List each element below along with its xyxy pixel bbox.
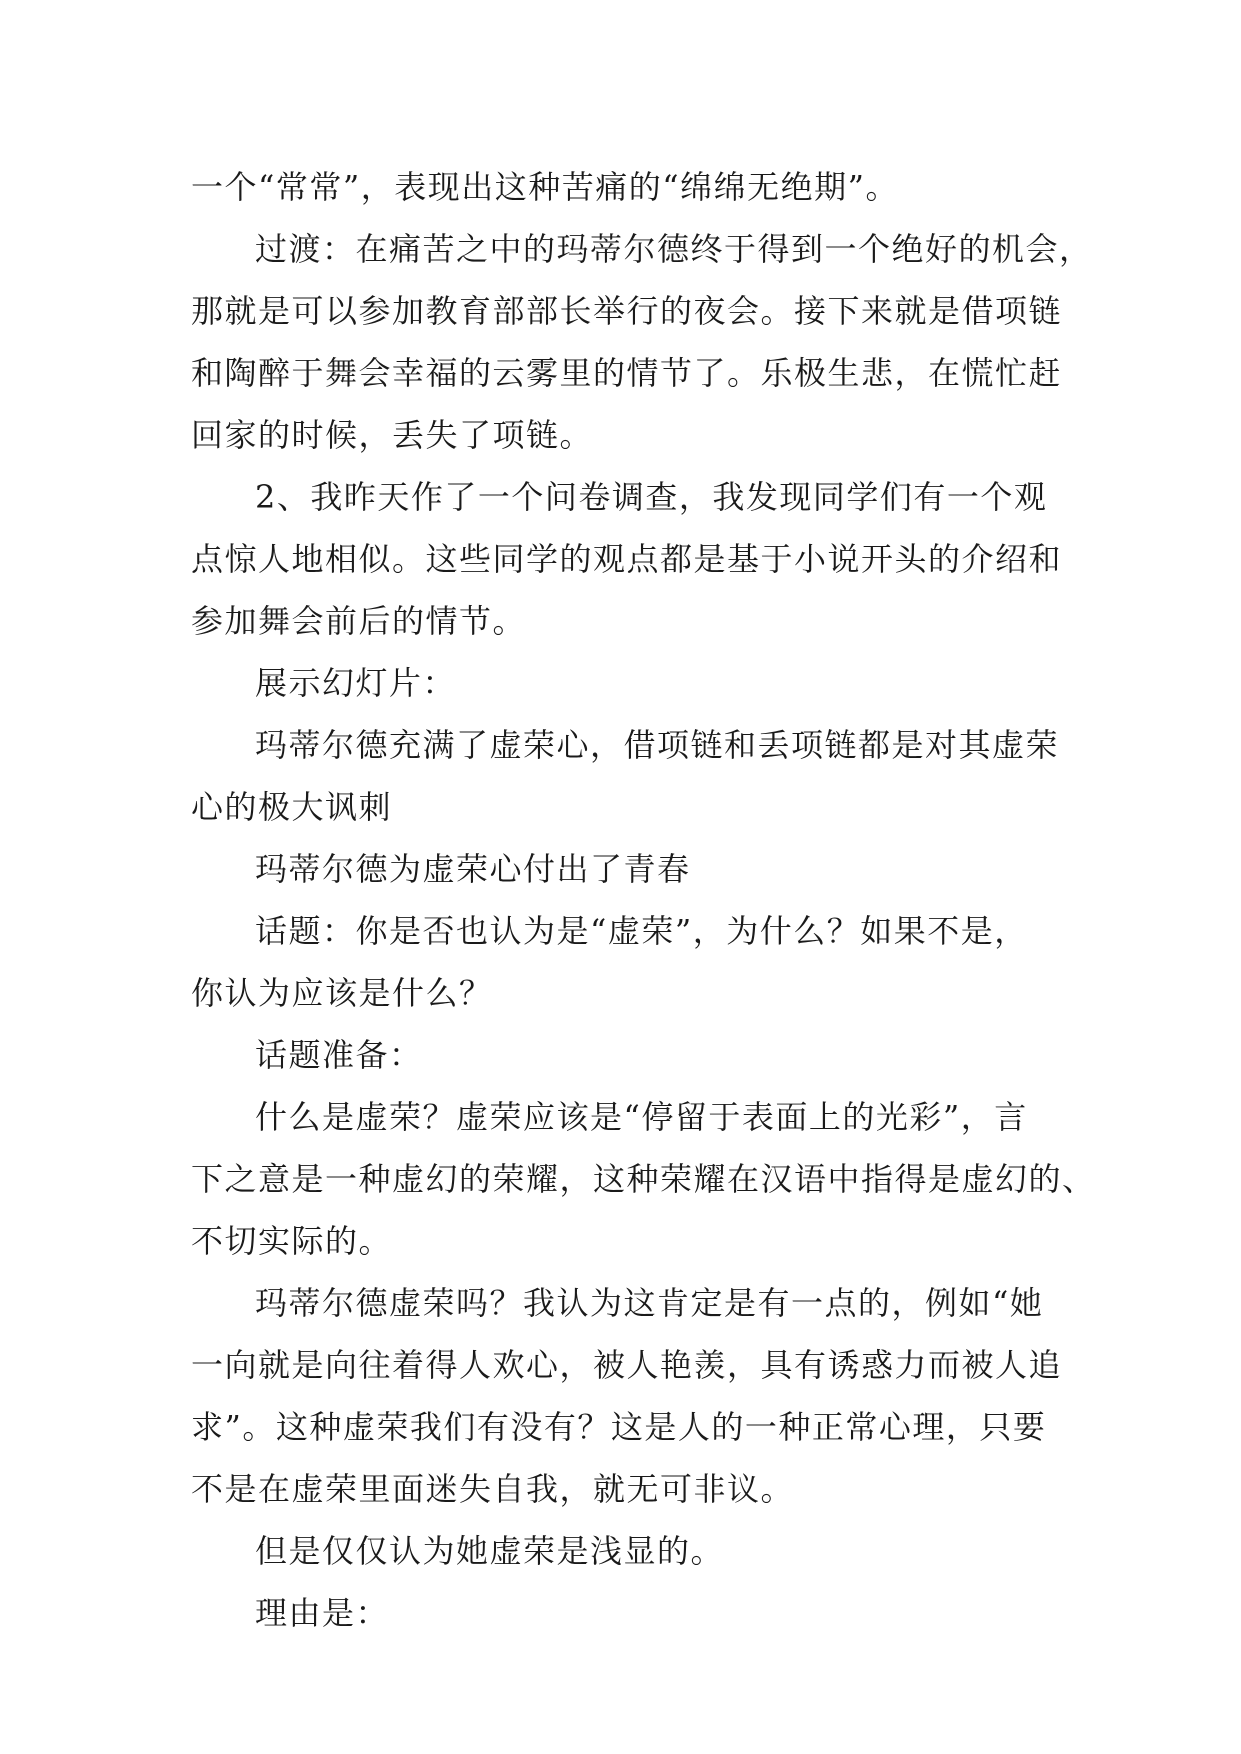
text-line: 玛蒂尔德虚荣吗？我认为这肯定是有一点的，例如“她	[255, 1284, 1044, 1322]
text-line: 一向就是向往着得人欢心，被人艳羡，具有诱惑力而被人追	[191, 1346, 1063, 1384]
text-line: 话题：你是否也认为是“虚荣”，为什么？如果不是，	[255, 912, 1028, 950]
text-line: 玛蒂尔德充满了虚荣心，借项链和丢项链都是对其虚荣	[255, 726, 1060, 764]
text-line: 展示幻灯片：	[255, 664, 457, 702]
text-line: 一个“常常”，表现出这种苦痛的“绵绵无绝期”。	[191, 168, 899, 206]
text-line: 过渡：在痛苦之中的玛蒂尔德终于得到一个绝好的机会，	[255, 230, 1093, 268]
text-line: 但是仅仅认为她虚荣是浅显的。	[255, 1532, 725, 1570]
text-line: 那就是可以参加教育部部长举行的夜会。接下来就是借项链	[191, 292, 1063, 330]
text-line: 不是在虚荣里面迷失自我，就无可非议。	[191, 1470, 795, 1508]
text-line: 点惊人地相似。这些同学的观点都是基于小说开头的介绍和	[191, 540, 1063, 578]
text-line: 下之意是一种虚幻的荣耀，这种荣耀在汉语中指得是虚幻的、	[191, 1160, 1096, 1198]
text-line: 心的极大讽刺	[191, 788, 393, 826]
text-line: 2、我昨天作了一个问卷调查，我发现同学们有一个观	[255, 478, 1048, 516]
text-line: 什么是虚荣？虚荣应该是“停留于表面上的光彩”，言	[255, 1098, 1028, 1136]
text-line: 和陶醉于舞会幸福的云雾里的情节了。乐极生悲，在慌忙赶	[191, 354, 1063, 392]
text-line: 理由是：	[255, 1594, 390, 1632]
text-line: 玛蒂尔德为虚荣心付出了青春	[255, 850, 691, 888]
text-line: 你认为应该是什么？	[191, 974, 493, 1012]
text-line: 不切实际的。	[191, 1222, 393, 1260]
text-line: 参加舞会前后的情节。	[191, 602, 527, 640]
text-line: 回家的时候，丢失了项链。	[191, 416, 594, 454]
text-line: 求”。这种虚荣我们有没有？这是人的一种正常心理，只要	[191, 1408, 1047, 1446]
text-line: 话题准备：	[255, 1036, 423, 1074]
document-body	[191, 156, 1096, 1644]
